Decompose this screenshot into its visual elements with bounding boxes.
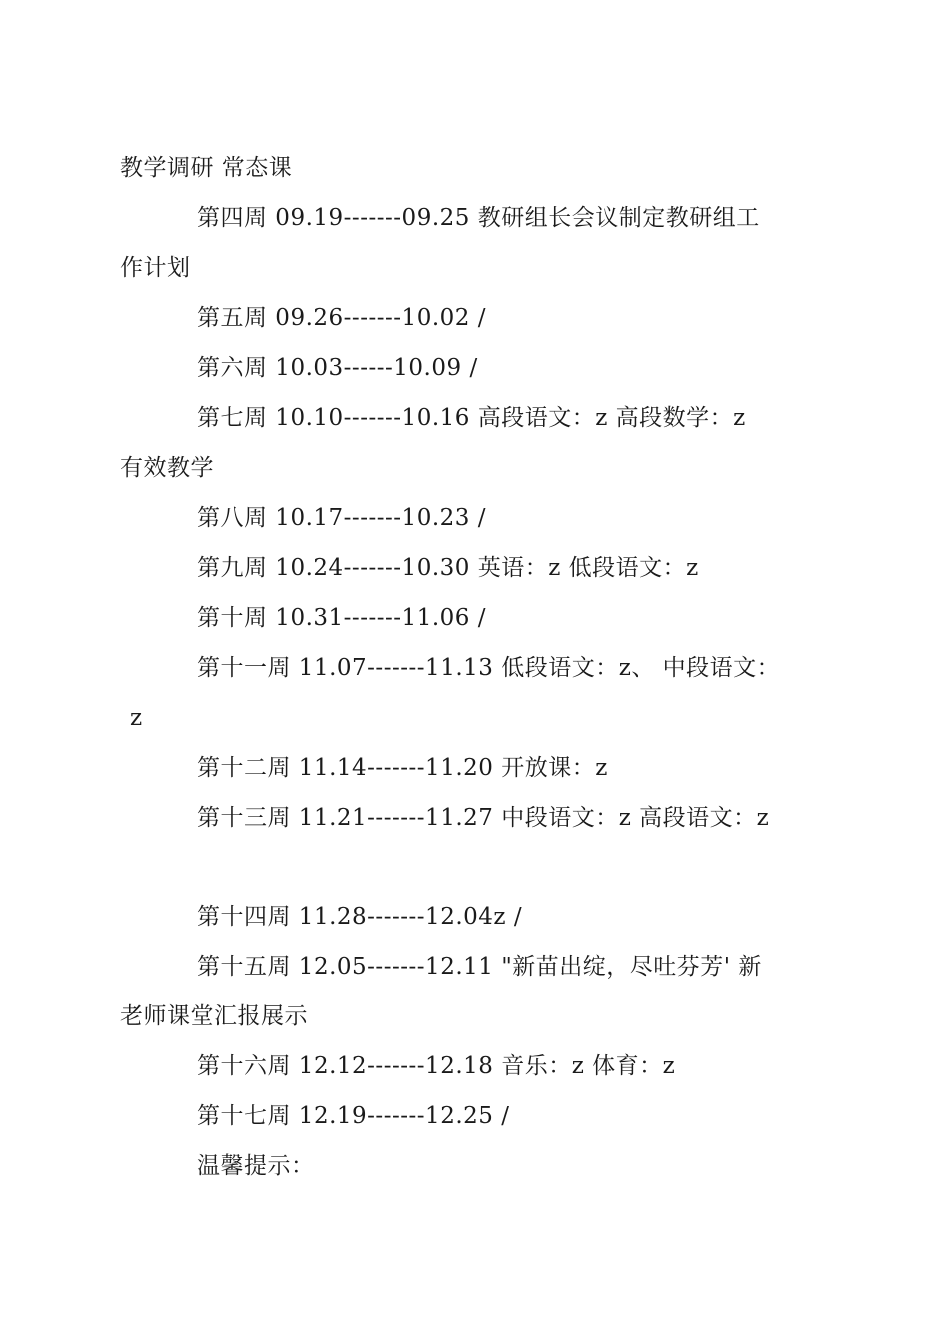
text-line-11: 第十一周 11.07-------11.13 低段语文：z、 中段语文：	[197, 655, 781, 681]
text-line-5: 第六周 10.03------10.09 /	[197, 355, 478, 381]
text-line-20: 温馨提示：	[197, 1153, 315, 1179]
text-line-3: 作计划	[120, 255, 191, 281]
text-line-15: 第十四周 11.28-------12.04z /	[197, 904, 523, 930]
text-line-8: 第八周 10.17-------10.23 /	[197, 505, 486, 531]
text-line-1: 教学调研 常态课	[120, 155, 293, 181]
text-line-2: 第四周 09.19-------09.25 教研组长会议制定教研组工	[197, 205, 760, 231]
text-line-14: 第十三周 11.21-------11.27 中段语文：z 高段语文：z	[197, 805, 770, 831]
text-line-9: 第九周 10.24-------10.30 英语：z 低段语文：z	[197, 555, 699, 581]
text-line-7: 有效教学	[120, 455, 214, 481]
text-line-19: 第十七周 12.19-------12.25 /	[197, 1103, 510, 1129]
text-line-10: 第十周 10.31-------11.06 /	[197, 605, 486, 631]
text-line-12: z	[130, 705, 143, 731]
text-line-13: 第十二周 11.14-------11.20 开放课：z	[197, 755, 608, 781]
text-line-18: 第十六周 12.12-------12.18 音乐：z 体育：z	[197, 1053, 676, 1079]
text-line-4: 第五周 09.26-------10.02 /	[197, 305, 486, 331]
text-line-16: 第十五周 12.05-------12.11 "新苗出绽，尽吐芬芳' 新	[197, 954, 762, 980]
text-line-6: 第七周 10.10-------10.16 高段语文：z 高段数学：z	[197, 405, 746, 431]
text-line-17: 老师课堂汇报展示	[120, 1003, 308, 1029]
